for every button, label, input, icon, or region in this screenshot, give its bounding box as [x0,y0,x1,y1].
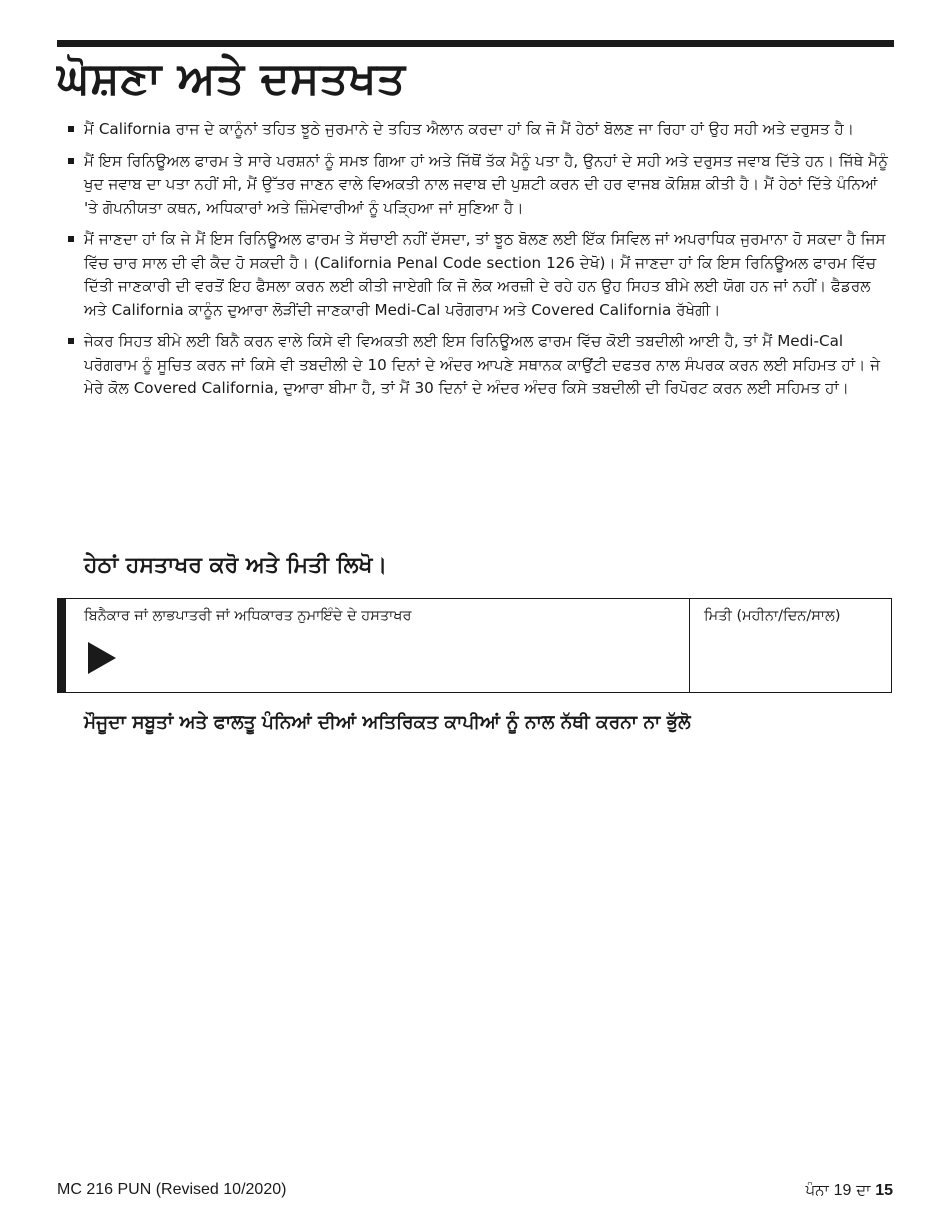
attachment-reminder: ਮੌਜੂਦਾ ਸਬੂਤਾਂ ਅਤੇ ਫਾਲਤੂ ਪੰਨਿਆਂ ਦੀਆਂ ਅਤਿਰਿਕਤ ਕਾਪੀਆਂ ਨੂੰ ਨਾਲ ਨੱਥੀ ਕਰਨਾ ਨਾ ਭੁੱਲੋ [84,712,691,733]
page-word: ਪੰਨਾ [805,1181,829,1199]
date-label: ਮਿਤੀ (ਮਹੀਨਾ/ਦਿਨ/ਸਾਲ) [704,608,841,624]
signature-label: ਬਿਨੈਕਾਰ ਜਾਂ ਲਾਭਪਾਤਰੀ ਜਾਂ ਅਧਿਕਾਰਤ ਨੁਮਾਇੰਦੇ ਦੇ ਹਸਤਾਖਰ [84,608,412,624]
page-title: ਘੋਸ਼ਣਾ ਅਤੇ ਦਸਤਖਤ [57,53,406,104]
declaration-text: ਮੈਂ ਜਾਣਦਾ ਹਾਂ ਕਿ ਜੇ ਮੈਂ ਇਸ ਰਿਨਿਊਅਲ ਫਾਰਮ ਤੇ ਸੱਚਾਈ ਨਹੀਂ ਦੱਸਦਾ, ਤਾਂ ਝੂਠ ਬੋਲਣ ਲਈ ਇੱਕ ਸਿਵਿਲ ਜਾਂ ਅਪਰਾਧਿਕ ਜੁਰਮਾਨਾ ਹੋ ਸਕਦਾ ਹੈ ਜਿਸ ਵਿੱਚ ਚਾਰ ਸਾਲ ਦੀ ਵੀ ਕੈਦ ਹੋ ਸਕਦੀ ਹੈ। (California Penal Code section 126 ਦੇਖੋ)। ਮੈਂ ਜਾਣਦਾ ਹਾਂ ਕਿ ਇਸ ਰਿਨਿਊਅਲ ਫਾਰਮ ਵਿੱਚ ਦਿੱਤੀ ਜਾਣਕਾਰੀ ਦੀ ਵਰਤੋਂ ਇਹ ਫੈਸਲਾ ਕਰਨ ਲਈ ਕੀਤੀ ਜਾਏਗੀ ਕਿ ਜੋ ਲੋਕ ਅਰਜ਼ੀ ਦੇ ਰਹੇ ਹਨ ਉਹ ਸਿਹਤ ਬੀਮੇ ਲਈ ਯੋਗ ਹਨ ਜਾਂ ਨਹੀਂ। ਫੈਡਰਲ ਅਤੇ California ਕਾਨੂੰਨ ਦੁਆਰਾ ਲੋੜੀਂਦੀ ਜਾਣਕਾਰੀ Medi-Cal ਪਰੋਗਰਾਮ ਅਤੇ Covered California ਰੱਖੇਗੀ। [84,230,886,319]
signature-field[interactable] [66,599,690,692]
top-rule [57,40,894,47]
declaration-text: ਜੇਕਰ ਸਿਹਤ ਬੀਮੇ ਲਈ ਬਿਨੈ ਕਰਨ ਵਾਲੇ ਕਿਸੇ ਵੀ ਵਿਅਕਤੀ ਲਈ ਇਸ ਰਿਨਿਊਅਲ ਫਾਰਮ ਵਿੱਚ ਕੋਈ ਤਬਦੀਲੀ ਆਈ ਹੈ, ਤਾਂ ਮੈਂ Medi-Cal ਪਰੋਗਰਾਮ ਨੂੰ ਸੂਚਿਤ ਕਰਨ ਜਾਂ ਕਿਸੇ ਵੀ ਤਬਦੀਲੀ ਦੇ 10 ਦਿਨਾਂ ਦੇ ਅੰਦਰ ਆਪਣੇ ਸਥਾਨਕ ਕਾਉਂਟੀ ਦਫਤਰ ਨਾਲ ਸੰਪਰਕ ਕਰਨ ਲਈ ਸਹਿਮਤ ਹਾਂ। ਜੇ ਮੇਰੇ ਕੋਲ Covered California, ਦੁਆਰਾ ਬੀਮਾ ਹੈ, ਤਾਂ ਮੈਂ 30 ਦਿਨਾਂ ਦੇ ਅੰਦਰ ਅੰਦਰ ਕਿਸੇ ਤਬਦੀਲੀ ਦੀ ਰਿਪੋਰਟ ਕਰਨ ਲਈ ਸਹਿਮਤ ਹਾਂ। [84,332,881,397]
date-field[interactable] [690,599,891,692]
total-pages: 15 [875,1182,893,1199]
square-bullet-icon [68,158,74,164]
square-bullet-icon [68,126,74,132]
declaration-text: ਮੈਂ ਇਸ ਰਿਨਿਊਅਲ ਫਾਰਮ ਤੇ ਸਾਰੇ ਪਰਸ਼ਨਾਂ ਨੂੰ ਸਮਝ ਗਿਆ ਹਾਂ ਅਤੇ ਜਿੱਥੋਂ ਤੱਕ ਮੈਨੂੰ ਪਤਾ ਹੈ, ਉਨਹਾਂ ਦੇ ਸਹੀ ਅਤੇ ਦਰੁਸਤ ਜਵਾਬ ਦਿੱਤੇ ਹਨ। ਜਿੱਥੇ ਮੈਨੂੰ ਖੁਦ ਜਵਾਬ ਦਾ ਪਤਾ ਨਹੀਂ ਸੀ, ਮੈਂ ਉੱਤਰ ਜਾਣਨ ਵਾਲੇ ਵਿਅਕਤੀ ਨਾਲ ਜਵਾਬ ਦੀ ਪੁਸ਼ਟੀ ਕਰਨ ਦੀ ਹਰ ਵਾਜਬ ਕੋਸ਼ਿਸ਼ ਕੀਤੀ ਹੈ। ਮੈਂ ਹੇਠਾਂ ਦਿੱਤੇ ਪੰਨਿਆਂ 'ਤੇ ਗੋਪਨੀਯਤਾ ਕਥਨ, ਅਧਿਕਾਰਾਂ ਅਤੇ ਜ਼ਿੰਮੇਵਾਰੀਆਂ ਨੂੰ ਪੜ੍ਹਿਆ ਜਾਂ ਸੁਣਿਆ ਹੈ। [84,151,889,217]
square-bullet-icon [68,236,74,242]
declaration-item [68,118,894,142]
form-id: MC 216 PUN (Revised 10/2020) [57,1181,287,1198]
declaration-list [68,118,894,409]
of-word: ਦਾ [856,1181,871,1199]
sign-here-arrow-icon [88,642,116,674]
square-bullet-icon [68,338,74,344]
declaration-item [68,330,894,401]
page-number: 19 [833,1182,852,1199]
declaration-item [68,150,894,221]
sign-heading: ਹੇਠਾਂ ਹਸਤਾਖਰ ਕਰੋ ਅਤੇ ਮਿਤੀ ਲਿਖੋ। [84,553,388,578]
page-indicator [805,1180,893,1201]
declaration-text: ਮੈਂ California ਰਾਜ ਦੇ ਕਾਨੂੰਨਾਂ ਤਹਿਤ ਝੂਠੇ ਜੁਰਮਾਨੇ ਦੇ ਤਹਿਤ ਐਲਾਨ ਕਰਦਾ ਹਾਂ ਕਿ ਜੋ ਮੈਂ ਹੇਠਾਂ ਬੋਲਣ ਜਾ ਰਿਹਾ ਹਾਂ ਉਹ ਸਹੀ ਅਤੇ ਦਰੁਸਤ ਹੈ। [84,120,855,138]
signature-box [57,598,892,693]
declaration-item [68,228,894,322]
